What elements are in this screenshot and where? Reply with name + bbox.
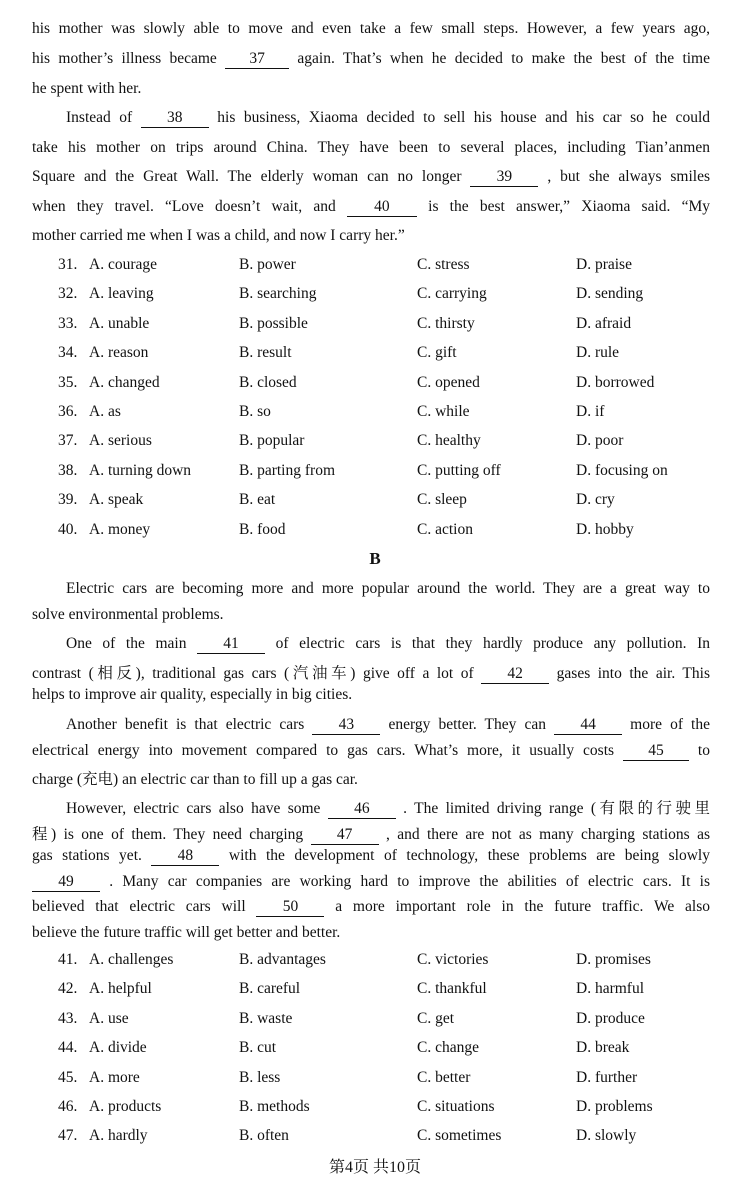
question-row: [0, 344, 750, 366]
passage-a-line-4: Instead of 38 his business, Xiaoma decided to sell his house and his car so he could: [66, 109, 710, 126]
question-number: 38.: [58, 461, 78, 479]
passage-a-line-1: his mother was slowly able to move and even take a few small steps. However, a few years ago,: [32, 20, 710, 37]
question-number: 39.: [58, 491, 78, 509]
option-d: D. promises: [576, 951, 651, 968]
blank-41: 41: [197, 635, 265, 654]
option-d: D. focusing on: [576, 461, 668, 479]
blank-47: 47: [311, 826, 379, 845]
option-d: D. afraid: [576, 314, 632, 332]
passage-b-p3-line-2: electrical energy into movement compared to gas cars. What’s more, it usually costs 45 to: [32, 742, 710, 759]
blank-40: 40: [347, 198, 417, 217]
passage-b-p3-line-3: charge (充电) an electric car than to fill up a gas car.: [32, 771, 358, 788]
option-d: D. harmful: [576, 980, 645, 998]
question-row: [0, 980, 750, 1002]
option-c: C. action: [417, 520, 473, 538]
passage-b-p2-line-1: One of the main 41 of electric cars is that they hardly produce any pollution. In: [66, 635, 710, 652]
option-a: A. helpful: [89, 980, 152, 998]
option-c: C. stress: [417, 256, 470, 273]
question-number: 32.: [58, 285, 78, 303]
page-footer: 第4页 共10页: [328, 1159, 421, 1176]
blank-42: 42: [481, 665, 549, 684]
question-row: [0, 491, 750, 513]
passage-b-p1-line-1: Electric cars are becoming more and more popular around the world. They are a great way to: [66, 580, 710, 597]
option-d: D. poor: [576, 432, 624, 450]
option-c: C. gift: [417, 344, 457, 362]
option-b: B. possible: [239, 314, 308, 332]
option-d: D. sending: [576, 285, 644, 303]
option-a: A. challenges: [89, 951, 174, 968]
option-a: A. unable: [89, 314, 150, 332]
blank-45: 45: [623, 742, 689, 761]
option-c: C. while: [417, 403, 470, 420]
passage-a-line-5: take his mother on trips around China. They have been to several places, including Tian’anmen: [32, 139, 710, 156]
option-d: D. if: [576, 403, 605, 420]
passage-b-p4-line-4: 49 . Many car companies are working hard to improve the abilities of electric cars. It is: [32, 873, 710, 910]
option-b: B. food: [239, 520, 286, 538]
option-a: A. changed: [89, 373, 160, 391]
option-c: C. thankful: [417, 980, 487, 998]
option-b: B. advantages: [239, 951, 326, 968]
blank-48: 48: [151, 847, 219, 866]
option-a: A. leaving: [89, 285, 154, 303]
blank-38: 38: [141, 109, 209, 128]
option-c: C. change: [417, 1039, 479, 1057]
question-number: 41.: [58, 951, 78, 968]
question-number: 36.: [58, 403, 78, 420]
option-c: C. putting off: [417, 461, 501, 479]
option-d: D. rule: [576, 344, 620, 362]
question-row: [0, 1010, 750, 1032]
question-number: 40.: [58, 520, 78, 538]
option-c: C. situations: [417, 1098, 495, 1115]
option-c: C. healthy: [417, 432, 481, 450]
option-b: B. often: [239, 1127, 289, 1145]
option-c: C. better: [417, 1068, 471, 1086]
passage-b-p2-line-2: contrast (相反), traditional gas cars (汽油车) give off a lot of 42 gases into the air. This: [32, 665, 710, 682]
question-number: 47.: [58, 1127, 78, 1145]
option-a: A. reason: [89, 344, 149, 362]
option-a: A. serious: [89, 432, 152, 450]
option-d: D. problems: [576, 1098, 653, 1115]
section-b-title: B: [369, 549, 381, 568]
option-d: D. further: [576, 1068, 638, 1086]
blank-50: 50: [256, 898, 324, 917]
question-row: [0, 1069, 750, 1091]
option-b: B. eat: [239, 491, 276, 509]
passage-a-line-7: when they travel. “Love doesn’t wait, and 40 is the best answer,” Xiaoma said. “My: [32, 198, 710, 215]
option-b: B. cut: [239, 1039, 277, 1057]
option-c: C. victories: [417, 951, 489, 968]
question-row: [0, 432, 750, 454]
question-number: 35.: [58, 373, 78, 391]
option-d: D. slowly: [576, 1127, 637, 1145]
question-row: [0, 374, 750, 396]
passage-b-p4-line-6: believe the future traffic will get better and better.: [32, 924, 341, 941]
passage-a-line-2: his mother’s illness became 37 again. That’s when he decided to make the best of the time: [32, 50, 710, 67]
question-number: 42.: [58, 980, 78, 998]
passage-b-p3-line-1: Another benefit is that electric cars 43 energy better. They can 44 more of the: [66, 716, 710, 733]
option-b: B. closed: [239, 373, 297, 391]
blank-44: 44: [554, 716, 622, 735]
option-d: D. produce: [576, 1009, 645, 1027]
option-d: D. hobby: [576, 520, 634, 538]
option-a: A. money: [89, 520, 151, 538]
passage-b-p4-line-2: 程) is one of them. They need charging 47 , and there are not as many charging stations as: [32, 826, 711, 843]
option-a: A. courage: [89, 256, 157, 273]
option-b: B. parting from: [239, 461, 335, 479]
option-a: A. use: [89, 1009, 129, 1027]
option-c: C. carrying: [417, 285, 487, 303]
passage-b-p2-line-3: helps to improve air quality, especially in big cities.: [32, 686, 353, 703]
passage-b-p1-line-2: solve environmental problems.: [32, 606, 224, 623]
option-a: A. speak: [89, 491, 144, 509]
blank-37: 37: [225, 50, 289, 69]
question-row: [0, 521, 750, 543]
option-d: D. break: [576, 1039, 630, 1057]
question-number: 37.: [58, 432, 78, 450]
passage-b-p4-line-3: gas stations yet. 48 with the development of technology, these problems are being slowly: [32, 847, 710, 864]
blank-43: 43: [312, 716, 380, 735]
option-a: A. divide: [89, 1039, 147, 1057]
question-row: [0, 951, 750, 973]
passage-b-p4-line-1: However, electric cars also have some 46 . The limited driving range (有限的行驶里: [66, 800, 711, 817]
question-number: 31.: [58, 256, 78, 273]
option-b: B. waste: [239, 1009, 293, 1027]
question-row: [0, 256, 750, 278]
passage-a-line-3: he spent with her.: [32, 80, 142, 97]
option-c: C. sleep: [417, 491, 467, 509]
option-a: A. turning down: [89, 461, 192, 479]
option-c: C. sometimes: [417, 1127, 502, 1145]
option-b: B. careful: [239, 980, 301, 998]
question-row: [0, 285, 750, 307]
option-b: B. popular: [239, 432, 305, 450]
question-row: [0, 1127, 750, 1149]
question-row: [0, 1098, 750, 1120]
passage-a-line-6: Square and the Great Wall. The elderly woman can no longer 39 , but she always smiles: [32, 168, 710, 185]
option-d: D. praise: [576, 256, 632, 273]
option-b: B. less: [239, 1068, 281, 1086]
blank-39: 39: [470, 168, 538, 187]
option-a: A. hardly: [89, 1127, 148, 1145]
option-d: D. borrowed: [576, 373, 655, 391]
option-b: B. so: [239, 403, 271, 420]
question-number: 46.: [58, 1098, 78, 1115]
option-c: C. opened: [417, 373, 480, 391]
option-b: B. methods: [239, 1098, 310, 1115]
option-b: B. result: [239, 344, 292, 362]
question-number: 44.: [58, 1039, 78, 1057]
passage-a-line-8: mother carried me when I was a child, and now I carry her.”: [32, 227, 405, 244]
question-number: 33.: [58, 314, 78, 332]
option-b: B. power: [239, 256, 296, 273]
option-c: C. thirsty: [417, 314, 475, 332]
option-a: A. as: [89, 403, 121, 420]
blank-49: 49: [32, 873, 100, 892]
option-a: A. more: [89, 1068, 140, 1086]
question-row: [0, 315, 750, 337]
question-row: [0, 462, 750, 484]
option-c: C. get: [417, 1009, 455, 1027]
option-a: A. products: [89, 1098, 162, 1115]
question-row: [0, 1039, 750, 1061]
passage-b-p4-line-5: believed that electric cars will 50 a more important role in the future traffic. We also: [32, 898, 710, 915]
option-d: D. cry: [576, 491, 615, 509]
blank-46: 46: [328, 800, 396, 819]
option-b: B. searching: [239, 285, 317, 303]
question-number: 34.: [58, 344, 78, 362]
question-row: [0, 403, 750, 425]
question-number: 45.: [58, 1068, 78, 1086]
question-number: 43.: [58, 1009, 78, 1027]
